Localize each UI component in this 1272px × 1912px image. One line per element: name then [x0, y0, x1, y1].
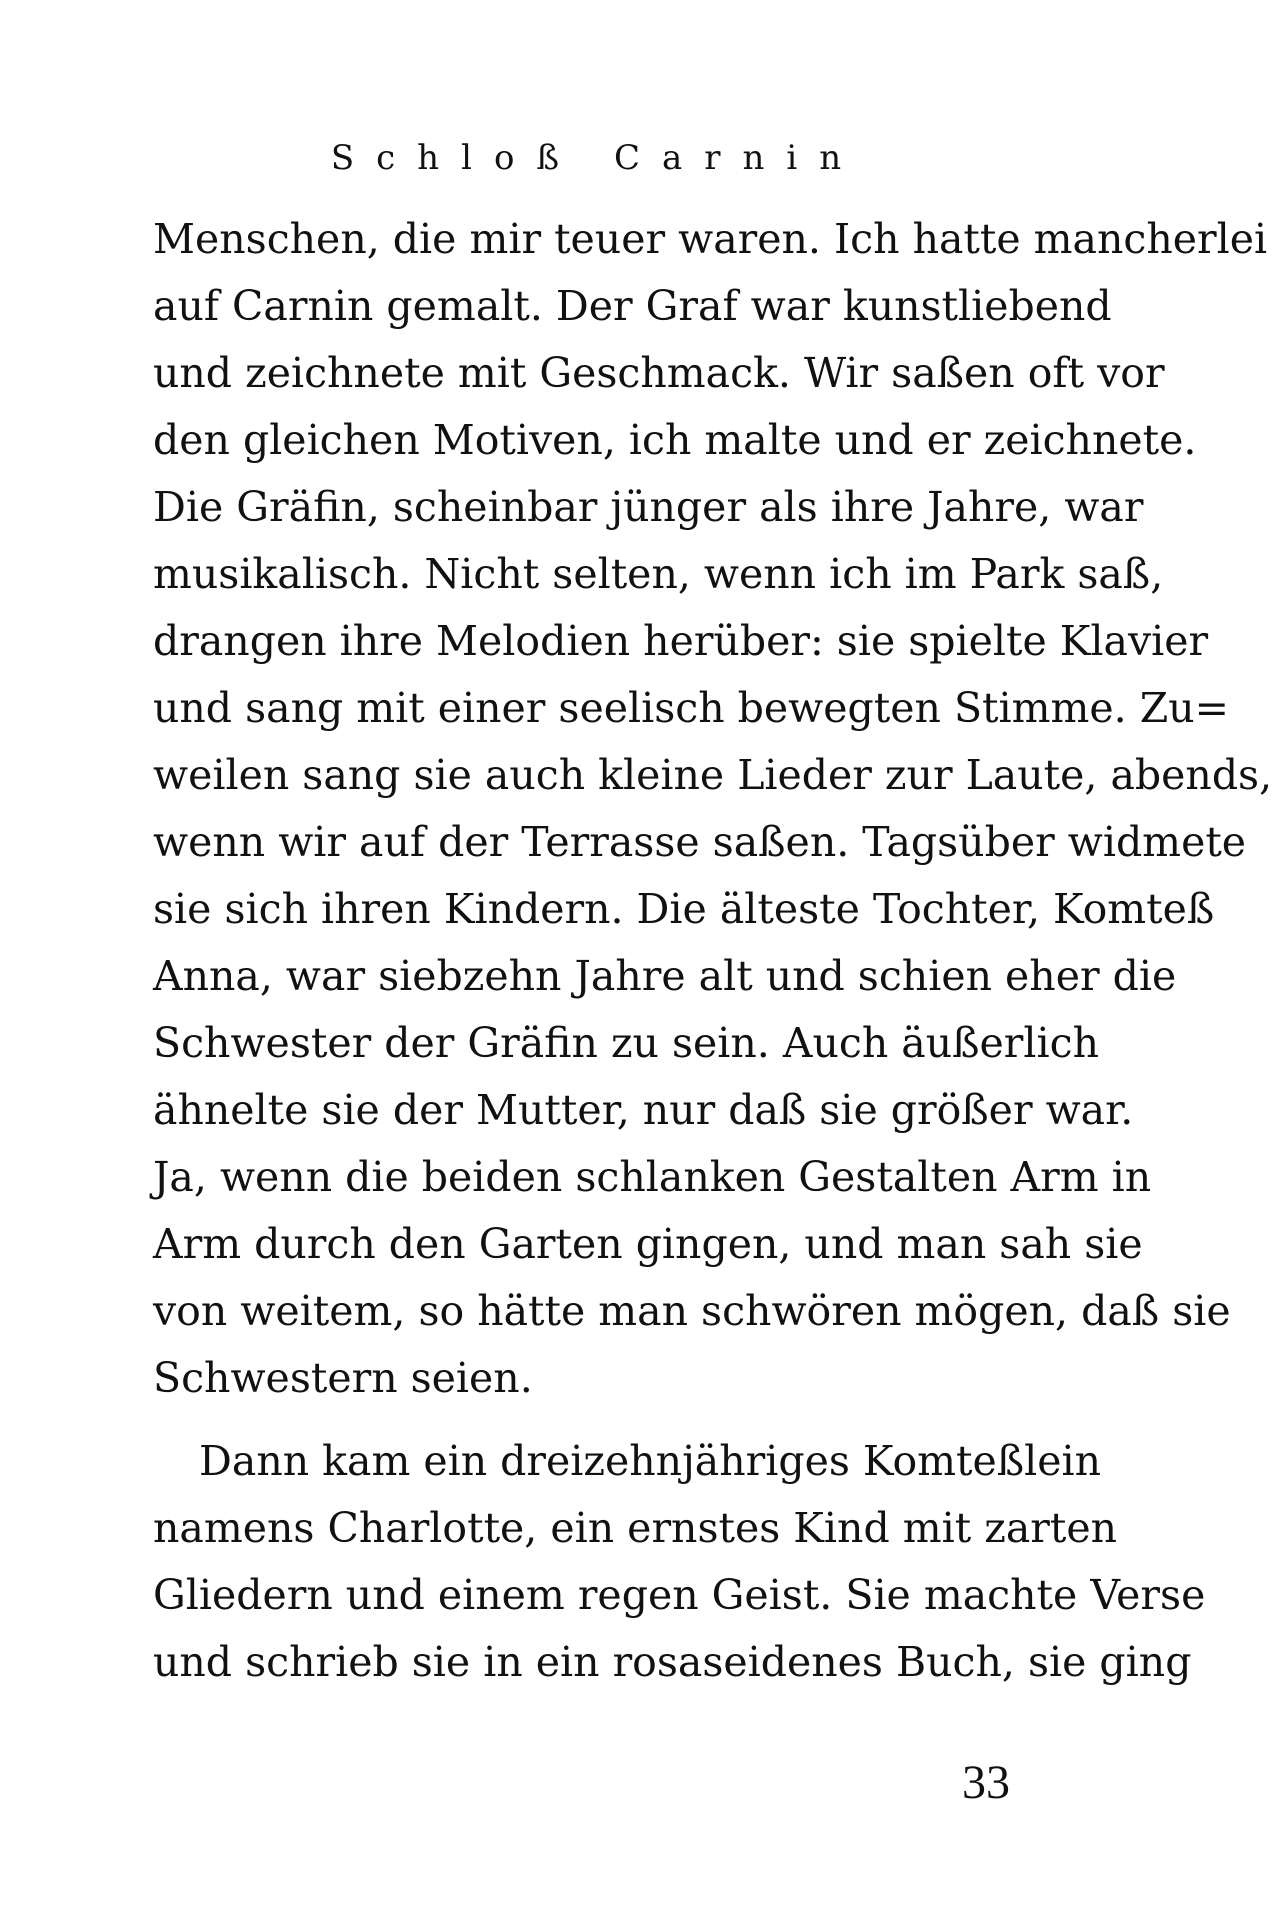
paragraph-break — [153, 1412, 1010, 1428]
text-line: Menschen, die mir teuer waren. Ich hatte mancherlei — [153, 215, 1268, 263]
page-number: 33 — [962, 1756, 1010, 1809]
text-line: von weitem, so hätte man schwören mögen, daß sie — [153, 1287, 1231, 1335]
body-text — [153, 206, 1272, 1696]
text-line: und schrieb sie in ein rosaseidenes Buch, sie ging — [153, 1638, 1192, 1686]
text-line: den gleichen Motiven, ich malte und er zeichnete. — [153, 416, 1197, 464]
text-line: und sang mit einer seelisch bewegten Stimme. Zu= — [153, 684, 1229, 732]
text-line: Die Gräfin, scheinbar jünger als ihre Jahre, war — [153, 483, 1144, 531]
text-line: Gliedern und einem regen Geist. Sie machte Verse — [153, 1571, 1206, 1619]
text-line: Schwester der Gräfin zu sein. Auch äußerlich — [153, 1019, 1099, 1067]
text-line: Arm durch den Garten gingen, und man sah sie — [153, 1220, 1143, 1268]
text-line: Anna, war siebzehn Jahre alt und schien eher die — [153, 952, 1177, 1000]
text-line: auf Carnin gemalt. Der Graf war kunstliebend — [153, 282, 1112, 330]
text-line: sie sich ihren Kindern. Die älteste Tochter, Komteß — [153, 885, 1215, 933]
text-line: und zeichnete mit Geschmack. Wir saßen oft vor — [153, 349, 1165, 397]
text-line: Ja, wenn die beiden schlanken Gestalten Arm in — [153, 1153, 1152, 1201]
text-line: musikalisch. Nicht selten, wenn ich im Park saß, — [153, 550, 1164, 598]
text-line: drangen ihre Melodien herüber: sie spielte Klavier — [153, 617, 1209, 665]
running-head: Schloß Carnin — [330, 138, 864, 178]
text-line: weilen sang sie auch kleine Lieder zur Laute, abends, — [153, 751, 1272, 799]
text-line: namens Charlotte, ein ernstes Kind mit zarten — [153, 1504, 1118, 1552]
text-line: ähnelte sie der Mutter, nur daß sie größer war. — [153, 1086, 1134, 1134]
text-line: wenn wir auf der Terrasse saßen. Tagsüber widmete — [153, 818, 1247, 866]
paragraph-2 — [153, 1428, 1206, 1696]
text-line: Dann kam ein dreizehnjähriges Komteßlein — [199, 1437, 1102, 1485]
paragraph-1 — [153, 206, 1272, 1412]
text-line: Schwestern seien. — [153, 1354, 533, 1402]
